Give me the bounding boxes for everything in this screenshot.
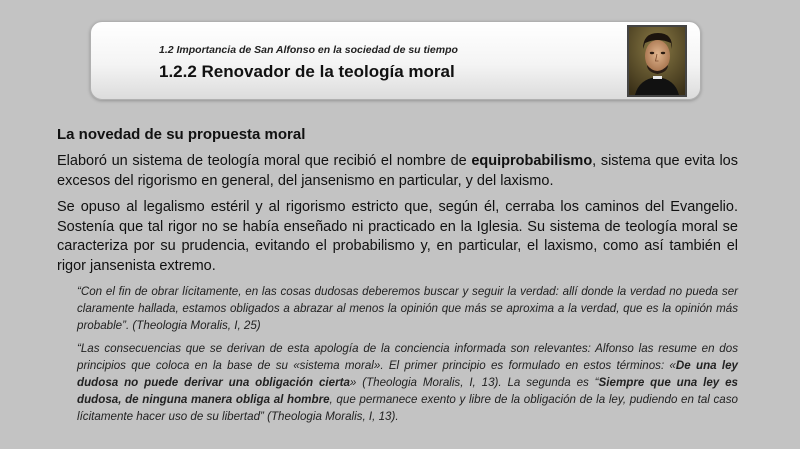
highlight-term: equiprobabilismo [471,153,593,169]
quote-principle-2: Siempre que una ley es dudosa, de ninguna manera obliga al hombre [77,376,738,406]
page-title: 1.2.2 Renovador de la teología moral [159,62,455,81]
quote-theologia-moralis-2 [77,340,738,425]
section-heading: La novedad de su propuesta moral [57,126,306,143]
paragraph-text: , sistema que evita los excesos del rigorismo en general, del jansenismo en particular, y del laxismo. [57,153,738,189]
main-content [57,126,738,431]
header-card [90,21,701,100]
quote-principle-1: De una ley dudosa no puede derivar una obligación cierta [77,359,738,389]
portrait-image [627,25,687,97]
quote-text: “Las consecuencias que se derivan de esta apología de la conciencia informada son relevantes: Alfonso las resume en dos principios que coloca en la base de su «sistema moral». El primer principio es formulado en estos términos: « [77,342,738,372]
quote-text: , que permanece exento y libre de la obligación de la ley, pudiendo en tal caso lícitamente hacer uso de su libertad” (Theologia Moralis, I, 13). [77,393,738,423]
paragraph-text: Elaboró un sistema de teología moral que recibió el nombre de [57,153,472,169]
quote-theologia-moralis-1: “Con el fin de obrar lícitamente, en las cosas dudosas deberemos buscar y seguir la verdad: allí donde la verdad no pueda ser claramente hallada, estamos obligados a abrazar al menos la opinión que más se aproxima a la verdad, que es la opinión más probable”. (Theologia Moralis, I, 25) [77,285,738,332]
quote-text: » (Theologia Moralis, I, 13). La segunda es “ [349,376,599,389]
paragraph-legalismo: Se opuso al legalismo estéril y al rigorismo estricto que, según él, cerraba los caminos del Evangelio. Sostenía que tal rigor no se había enseñado ni practicado en la Iglesia. Su sistema de teología moral se caracteriza por su prudencia, evitando el probabilismo y, en particular, el laxismo, como así también el rigor jansenista extremo. [57,199,738,274]
paragraph-equiprobabilismo [57,152,738,191]
portrait-painting [629,27,685,95]
section-subtitle: 1.2 Importancia de San Alfonso en la sociedad de su tiempo [159,44,458,56]
